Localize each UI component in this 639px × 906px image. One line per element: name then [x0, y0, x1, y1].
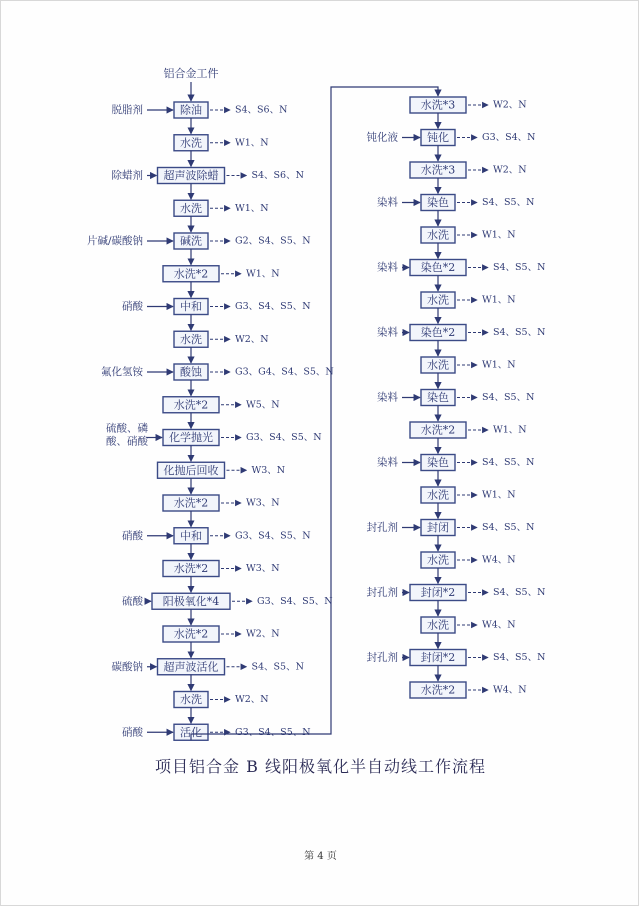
- process-step-label: 水洗: [427, 293, 449, 307]
- process-step-label: 活化: [180, 725, 202, 739]
- output-emissions-label: W5、N: [246, 399, 280, 411]
- input-chemical-label: 染料: [377, 456, 398, 469]
- input-chemical-label: 染料: [377, 326, 398, 339]
- output-emissions-label: W3、N: [246, 563, 280, 574]
- output-emissions-label: W3、N: [251, 464, 286, 476]
- output-emissions-label: S4、S5、N: [493, 262, 546, 273]
- process-step-label: 水洗: [180, 136, 202, 150]
- start-label: 铝合金工件: [163, 67, 219, 80]
- output-emissions-label: W2、N: [246, 628, 280, 640]
- process-step-label: 水洗*2: [173, 627, 209, 641]
- process-step-label: 水洗*2: [173, 267, 209, 281]
- output-emissions-label: G3、S4、S5、N: [235, 726, 311, 738]
- input-chemical-label: 片碱/碳酸钠: [86, 235, 143, 247]
- process-step-label: 化学抛光: [169, 431, 213, 444]
- output-emissions-label: W1、N: [482, 294, 516, 306]
- input-chemical-label: 染料: [377, 391, 398, 404]
- process-step-label: 水洗*2: [173, 496, 209, 510]
- process-step-label: 碱洗: [180, 234, 202, 248]
- output-emissions-label: W3、N: [246, 497, 280, 509]
- output-emissions-label: G2、S4、S5、N: [235, 235, 311, 247]
- process-step-label: 染色: [427, 196, 449, 209]
- input-chemical-label: 封孔剂: [366, 521, 398, 534]
- process-step-label: 阳极氧化*4: [162, 594, 220, 608]
- process-step-label: 超声波除蜡: [163, 169, 219, 182]
- process-step-label: 水洗: [427, 488, 449, 502]
- process-step-label: 水洗*2: [420, 683, 456, 697]
- process-step-label: 染色: [427, 391, 449, 404]
- output-emissions-label: S4、S5、N: [251, 661, 304, 673]
- output-emissions-label: W1、N: [482, 229, 516, 241]
- output-emissions-label: W1、N: [482, 489, 516, 501]
- output-emissions-label: G3、S4、S5、N: [246, 432, 322, 443]
- process-step-label: 钝化: [427, 131, 449, 144]
- output-emissions-label: S4、S5、N: [482, 197, 535, 208]
- output-emissions-label: W2、N: [235, 694, 269, 705]
- input-chemical-label: 硫酸: [122, 595, 143, 608]
- output-emissions-label: S4、S6、N: [251, 170, 304, 181]
- process-step-label: 水洗: [427, 228, 449, 242]
- output-emissions-label: G3、G4、S4、S5、N: [235, 366, 334, 378]
- input-chemical-label: 除蜡剂: [111, 169, 143, 182]
- process-step-label: 水洗: [180, 201, 202, 215]
- process-step-label: 水洗: [180, 693, 202, 706]
- output-emissions-label: W4、N: [493, 684, 527, 696]
- process-step-label: 水洗: [180, 332, 202, 346]
- output-emissions-label: W2、N: [493, 164, 527, 176]
- output-emissions-label: G3、S4、N: [482, 132, 536, 143]
- input-chemical-label: 硝酸: [122, 300, 143, 313]
- process-step-label: 酸蚀: [180, 365, 202, 379]
- column-connector-line: [191, 87, 438, 740]
- input-chemical-label: 染料: [377, 196, 398, 209]
- output-emissions-label: W4、N: [482, 554, 516, 566]
- process-step-label: 染色*2: [420, 326, 456, 339]
- output-emissions-label: W1、N: [482, 359, 516, 371]
- input-chemical-label: 封孔剂: [366, 586, 398, 599]
- input-chemical-label: 脱脂剂: [111, 104, 143, 116]
- input-chemical-label: 封孔剂: [366, 651, 398, 664]
- output-emissions-label: W4、N: [482, 619, 516, 631]
- output-emissions-label: S4、S5、N: [493, 327, 546, 338]
- process-step-label: 染色*2: [420, 261, 456, 274]
- input-chemical-label: 氟化氢铵: [101, 366, 143, 378]
- output-emissions-label: S4、S5、N: [493, 652, 546, 663]
- output-emissions-label: W1、N: [246, 268, 280, 280]
- input-chemical-label: 硝酸: [122, 529, 143, 542]
- process-step-label: 中和: [180, 300, 202, 313]
- output-emissions-label: G3、S4、S5、N: [235, 301, 311, 312]
- output-emissions-label: W2、N: [235, 333, 269, 345]
- input-chemical-label: 染料: [377, 261, 398, 274]
- process-step-label: 水洗*2: [173, 562, 209, 575]
- output-emissions-label: S4、S5、N: [482, 392, 535, 403]
- process-step-label: 封闭: [427, 521, 449, 534]
- page-number: 第 4 页: [304, 851, 337, 862]
- process-step-label: 超声波活化: [163, 660, 219, 674]
- output-emissions-label: S4、S6、N: [235, 104, 288, 116]
- process-flowchart: [1, 1, 639, 741]
- output-emissions-label: W1、N: [235, 202, 269, 214]
- process-step-label: 水洗*2: [173, 398, 209, 412]
- output-emissions-label: G3、S4、S5、N: [235, 530, 311, 542]
- output-emissions-label: S4、S5、N: [482, 522, 535, 533]
- process-step-label: 除油: [180, 103, 202, 117]
- process-step-label: 化抛后回收: [163, 463, 219, 477]
- input-chemical-label: 钝化液: [366, 131, 398, 144]
- process-step-label: 中和: [180, 529, 202, 543]
- input-chemical-label: 硝酸: [122, 726, 143, 739]
- diagram-title: 项目铝合金 B 线阳极氧化半自动线工作流程: [155, 757, 486, 776]
- input-chemical-label: 硫酸、磷酸、硝酸: [106, 422, 148, 448]
- process-step-label: 水洗*3: [420, 163, 456, 177]
- output-emissions-label: W1、N: [235, 137, 269, 149]
- process-step-label: 水洗: [427, 358, 449, 372]
- process-step-label: 水洗: [427, 618, 449, 632]
- output-emissions-label: W2、N: [493, 99, 527, 111]
- process-step-label: 封闭*2: [420, 651, 456, 664]
- output-emissions-label: G3、S4、S5、N: [257, 595, 333, 607]
- process-step-label: 染色: [427, 456, 449, 469]
- process-step-label: 水洗: [427, 553, 449, 567]
- output-emissions-label: S4、S5、N: [482, 457, 535, 468]
- output-emissions-label: S4、S5、N: [493, 587, 546, 598]
- process-step-label: 水洗*2: [420, 423, 456, 437]
- output-emissions-label: W1、N: [493, 424, 527, 436]
- process-step-label: 水洗*3: [420, 98, 456, 112]
- input-chemical-label: 碳酸钠: [111, 660, 143, 673]
- process-step-label: 封闭*2: [420, 586, 456, 599]
